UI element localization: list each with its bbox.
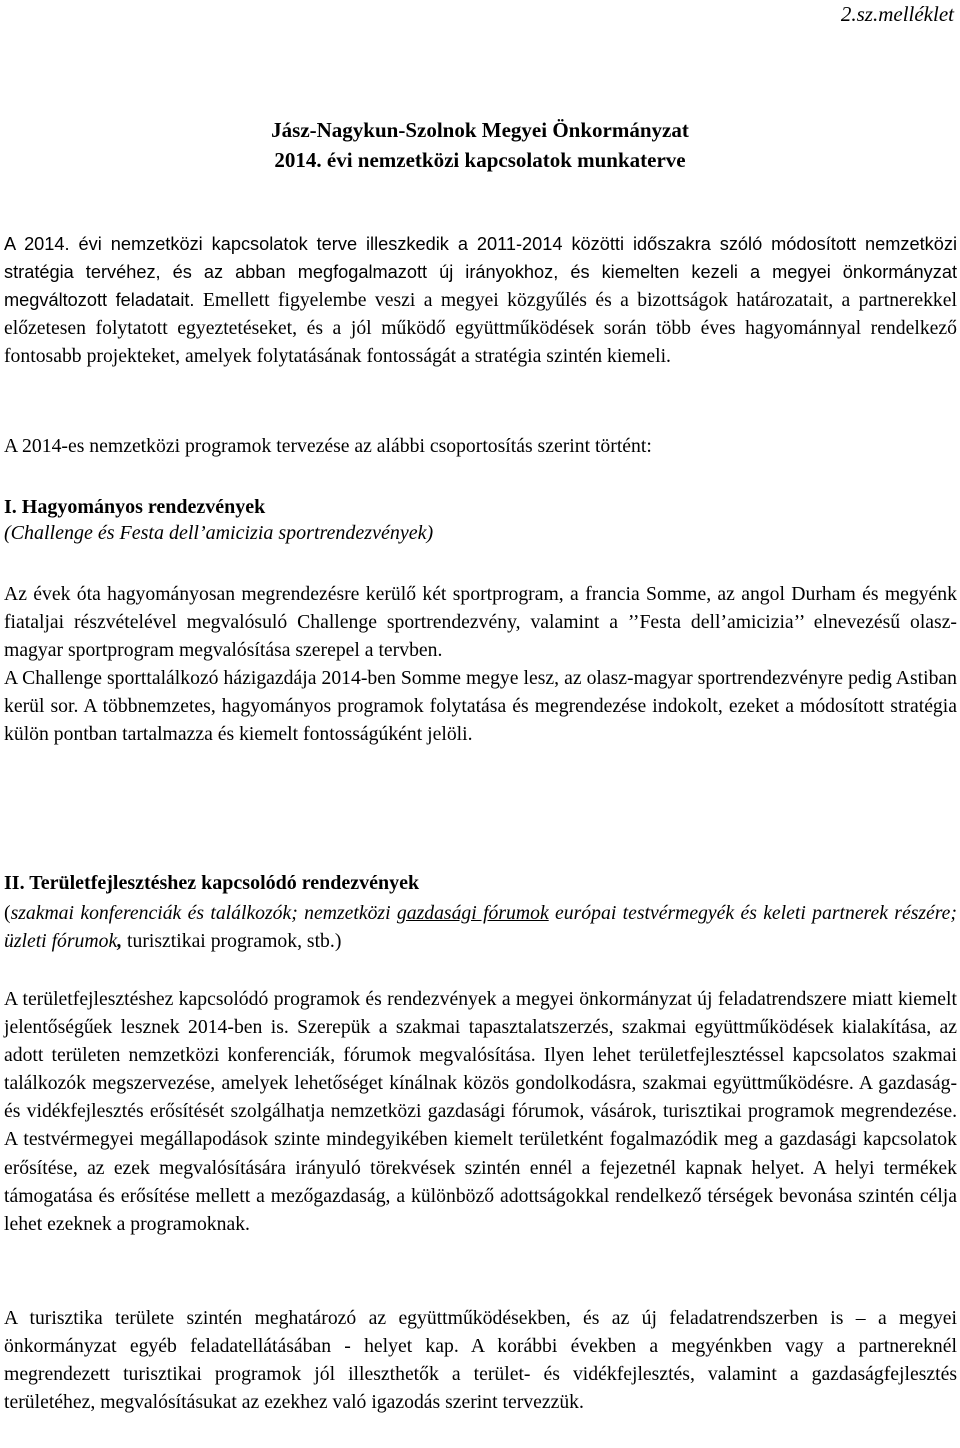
section2-sub-bold: , bbox=[117, 930, 123, 953]
section2-sub-italic: szakmai konferenciák és találkozók; nemzetközi bbox=[10, 902, 397, 924]
section2-sub-tail: turisztikai programok, stb.) bbox=[122, 930, 342, 953]
grouping-sentence: A 2014-es nemzetközi programok tervezése az alábbi csoportosítás szerint történt: bbox=[4, 435, 652, 457]
section2-title: Területfejlesztéshez kapcsolódó rendezvények bbox=[24, 872, 420, 894]
section2-paragraph-1: A területfejlesztéshez kapcsolódó programok és rendezvények a megyei önkormányzat új feladatrendszere miatt kiemelt jelentőségűek lesznek 2014-ben is. Szerepük a szakmai tapasztalatszerzés, szakmai együttműködések kialakítása, az adott területen nemzetközi konferenciák, fórumok megvalósítása. Ilyen lehet területfejlesztéssel kapcsolatos szakmai találkozók megszervezése, amelyek lehetőséget kínálnak közös gondolkodásra, szakmai együttműködésre. A gazdaság- és vidékfejlesztés erősítését szolgálhatja nemzetközi gazdasági fórumok, vásárok, turisztikai programok megrendezése. A testvérmegyei megállapodások szinte mindegyikében kiemelt területként fogalmazódik meg a gazdasági kapcsolatok erősítése, az ezek megvalósítására irányuló törekvések szintén ennél a fejezetnél kapnak helyet. A helyi termékek támogatása és erősítése mellett a mezőgazdaság, a különböző adottságokkal rendelkező térségek bevonása szintén célja lehet ezeknek a programoknak. bbox=[4, 988, 957, 1235]
section1-body bbox=[4, 580, 957, 749]
annex-label: 2.sz.melléklet bbox=[840, 2, 954, 26]
section1-paragraph-1: Az évek óta hagyományosan megrendezésre kerülő két sportprogram, a francia Somme, az angol Durham és megyénk fiataljai részvételével megvalósuló Challenge sportrendezvény, valamint a ’’Festa dell’amicizia’’ elnevezésű olasz-magyar sportprogram megvalósítása szerepel a tervben. bbox=[4, 583, 957, 662]
section2-sub-open: ( bbox=[4, 902, 11, 924]
section2-sub-underlined: gazdasági fórumok bbox=[396, 902, 549, 924]
section2-heading bbox=[4, 872, 419, 895]
document-subtitle: 2014. évi nemzetközi kapcsolatok munkaterve bbox=[274, 148, 686, 172]
section2-paragraph-2: A turisztika területe szintén meghatározó az együttműködésekben, és az új feladatrendszerben is – a megyei önkormányzat egyéb feladatellátásában - helyet kap. A korábbi években a megyénkben vagy a partnereknél megrendezett turisztikai programok jól illeszthetők a terület- és vidékfejlesztés, valamint a gazdaságfejlesztés területéhez, megvalósításukat az ezekhez való igazodás szerint tervezzük. bbox=[4, 1307, 957, 1414]
intro-paragraph bbox=[4, 230, 957, 370]
section1-subtitle: (Challenge és Festa dell’amicizia sportrendezvények) bbox=[4, 522, 434, 544]
section2-number: II. bbox=[4, 872, 25, 894]
intro-paragraph-part-a: A 2014. évi nemzetközi kapcsolatok terve illeszkedik a 2011-2014 közötti időszakra szóló módosított nemzetközi stratégia tervéhez, és az abban megfogalmazott új irányokhoz, és kiemelten kezeli a megyei önkormányzat megváltozott feladatait. bbox=[4, 234, 957, 311]
document-title: Jász-Nagykun-Szolnok Megyei Önkormányzat bbox=[271, 118, 689, 142]
section1-paragraph-2: A Challenge sporttalálkozó házigazdája 2014-ben Somme megye lesz, az olasz-magyar sportrendezvényre pedig Astiban kerül sor. A többnemzetes, hagyományos programok folytatása és megrendezése indokolt, ezeket a módosított stratégia külön pontban tartalmazza és kiemelt fontosságúként jelöli. bbox=[4, 667, 957, 746]
section2-sub-italic-2: európai testvérmegyék és keleti partnerek részére; üzleti fórumok bbox=[4, 902, 957, 953]
section2-subtitle bbox=[4, 899, 957, 955]
section1-heading: I. Hagyományos rendezvények bbox=[4, 496, 266, 518]
intro-paragraph-part-b: Emellett figyelembe veszi a megyei közgyűlés és a bizottságok határozatait, a partnerekkel előzetesen folytatott egyeztetéseket, és a jól működő együttműködések során több éves hagyománnyal rendelkező fontosabb projekteket, amelyek folytatásának fontosságát a stratégia szintén kiemeli. bbox=[4, 289, 957, 368]
